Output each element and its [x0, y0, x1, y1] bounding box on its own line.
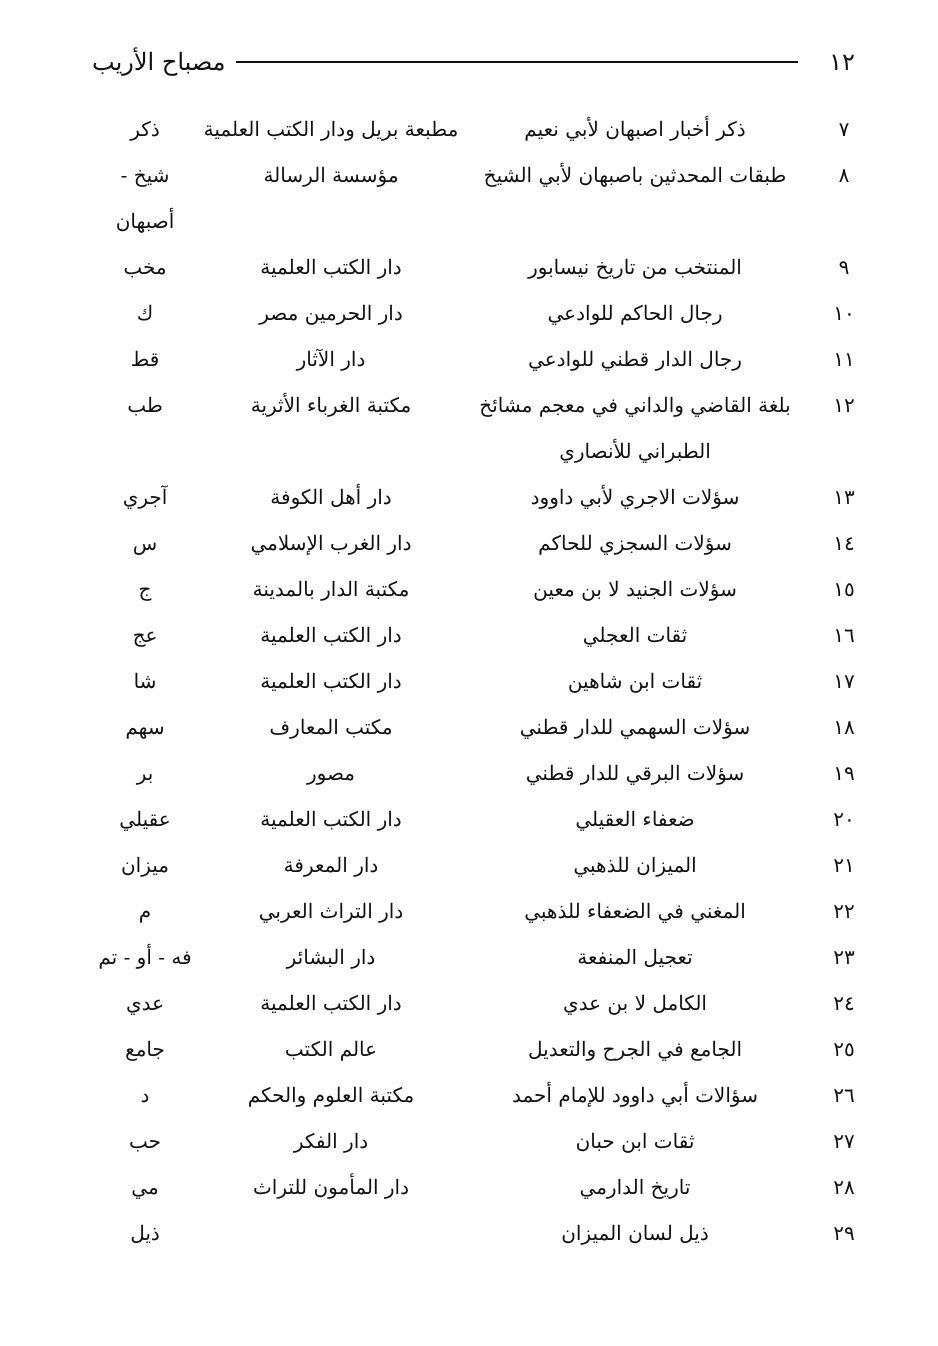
entry-code: حب	[128, 1129, 161, 1153]
table-row	[80, 612, 880, 658]
table-row	[80, 290, 880, 336]
entry-publisher: دار الآثار	[296, 347, 366, 371]
table-row	[80, 106, 880, 152]
entry-code: عج	[132, 623, 158, 647]
entry-publisher: دار البشائر	[286, 945, 376, 969]
table-row	[80, 1026, 880, 1072]
entry-number: ٢٤	[833, 991, 855, 1015]
entry-code: قط	[130, 347, 160, 371]
entry-number: ١٦	[833, 623, 855, 647]
entry-publisher: مكتبة الدار بالمدينة	[252, 577, 410, 601]
entry-code: ميزان	[120, 853, 170, 877]
entry-title: تاريخ الدارمي	[579, 1175, 691, 1199]
entry-code: شيخ - أصبهان	[115, 163, 175, 233]
entry-code: مخب	[123, 255, 167, 279]
entry-title: بلغة القاضي والداني في معجم مشائخ الطبراني للأنصاري	[479, 393, 791, 463]
entry-publisher: مصور	[306, 761, 356, 785]
entry-publisher: دار الكتب العلمية	[260, 991, 402, 1015]
table-row	[80, 1118, 880, 1164]
entry-publisher: دار الكتب العلمية	[260, 623, 402, 647]
entry-code: ذيل	[130, 1221, 160, 1245]
entry-title: المغني في الضعفاء للذهبي	[524, 899, 746, 923]
entry-code: طب	[127, 393, 163, 417]
entry-title: الكامل لا بن عدي	[562, 991, 707, 1015]
entry-title: رجال الدار قطني للوادعي	[528, 347, 742, 371]
table-row	[80, 796, 880, 842]
table-row	[80, 1164, 880, 1210]
entry-publisher: مكتب المعارف	[269, 715, 393, 739]
entry-title: ثقات ابن شاهين	[567, 669, 703, 693]
entry-title: رجال الحاكم للوادعي	[547, 301, 723, 325]
table-row	[80, 152, 880, 244]
entry-number: ٢٥	[833, 1037, 855, 1061]
entry-number: ٧	[838, 117, 850, 141]
entry-code: سهم	[125, 715, 165, 739]
reference-table	[80, 106, 880, 1256]
entry-number: ٩	[838, 255, 850, 279]
entry-publisher: دار المعرفة	[283, 853, 379, 877]
entry-title: طبقات المحدثين باصبهان لأبي الشيخ	[483, 163, 787, 187]
table-row	[80, 934, 880, 980]
entry-publisher: مكتبة الغرباء الأثرية	[250, 393, 412, 417]
table-row	[80, 658, 880, 704]
entry-publisher: دار الغرب الإسلامي	[250, 531, 412, 555]
entry-title: المنتخب من تاريخ نيسابور	[528, 255, 742, 279]
entry-publisher: مؤسسة الرسالة	[263, 163, 399, 187]
entry-number: ٢٠	[833, 807, 855, 831]
entry-publisher: دار الفكر	[293, 1129, 369, 1153]
entry-title: سؤلات الجنيد لا بن معين	[533, 577, 737, 601]
entry-code: آجري	[122, 485, 168, 509]
entry-title: ذكر أخبار اصبهان لأبي نعيم	[524, 117, 746, 141]
table-row	[80, 704, 880, 750]
entry-number: ٢٨	[833, 1175, 855, 1199]
entry-code: شا	[133, 669, 157, 693]
entry-number: ٢٢	[833, 899, 855, 923]
table-row	[80, 336, 880, 382]
entry-code: عقيلي	[119, 807, 171, 831]
entry-code: فه - أو - تم	[98, 945, 192, 969]
table-row	[80, 382, 880, 474]
table-row	[80, 1210, 880, 1256]
table-row	[80, 888, 880, 934]
entry-number: ١٨	[833, 715, 855, 739]
entry-number: ٢٩	[833, 1221, 855, 1245]
entry-publisher: دار الكتب العلمية	[260, 669, 402, 693]
table-row	[80, 520, 880, 566]
entry-title: الجامع في الجرح والتعديل	[527, 1037, 743, 1061]
entry-title: الميزان للذهبي	[573, 853, 697, 877]
entry-number: ٢٧	[833, 1129, 855, 1153]
entry-number: ١٠	[833, 301, 855, 325]
entry-publisher: دار الحرمين مصر	[259, 301, 403, 325]
entry-number: ١٩	[833, 761, 855, 785]
entry-code: ذكر	[130, 117, 160, 141]
entry-title: تعجيل المنفعة	[577, 945, 693, 969]
entry-title: سؤلات السجزي للحاكم	[538, 531, 732, 555]
entry-code: عدي	[125, 991, 165, 1015]
entry-publisher: دار الكتب العلمية	[260, 255, 402, 279]
book-title: مصباح الأريب	[92, 48, 226, 76]
entry-code: م	[138, 899, 152, 923]
entry-publisher: مطبعة بريل ودار الكتب العلمية	[203, 117, 459, 141]
entry-number: ٢٦	[833, 1083, 855, 1107]
table-row	[80, 244, 880, 290]
page-number: ١٢	[829, 48, 855, 76]
entry-number: ١١	[833, 347, 855, 371]
entry-number: ١٧	[833, 669, 855, 693]
entry-title: سؤالات أبي داوود للإمام أحمد	[512, 1083, 758, 1107]
entry-code: جامع	[125, 1037, 165, 1061]
entry-number: ١٣	[833, 485, 855, 509]
entry-code: مي	[131, 1175, 159, 1199]
entry-publisher: دار التراث العربي	[258, 899, 404, 923]
entry-publisher: دار أهل الكوفة	[270, 485, 392, 509]
entry-number: ١٥	[833, 577, 855, 601]
entry-title: ضعفاء العقيلي	[575, 807, 695, 831]
header-rule	[236, 61, 798, 63]
entry-code: د	[140, 1083, 150, 1107]
entry-title: سؤلات السهمي للدار قطني	[519, 715, 751, 739]
entry-title: سؤلات البرقي للدار قطني	[525, 761, 745, 785]
entry-number: ١٤	[833, 531, 855, 555]
table-row	[80, 842, 880, 888]
table-row	[80, 1072, 880, 1118]
entry-number: ٢١	[833, 853, 855, 877]
entry-publisher: دار المأمون للتراث	[252, 1175, 410, 1199]
entry-code: س	[132, 531, 158, 555]
table-row	[80, 750, 880, 796]
entry-title: سؤلات الاجري لأبي داوود	[530, 485, 740, 509]
entry-title: ثقات العجلي	[582, 623, 688, 647]
entry-publisher: دار الكتب العلمية	[260, 807, 402, 831]
table-row	[80, 566, 880, 612]
running-head	[92, 42, 872, 82]
entry-number: ٨	[838, 163, 850, 187]
entry-title: ذيل لسان الميزان	[561, 1221, 709, 1245]
entry-number: ١٢	[833, 393, 855, 417]
table-row	[80, 980, 880, 1026]
entry-code: ج	[138, 577, 152, 601]
entry-publisher: مكتبة العلوم والحكم	[247, 1083, 415, 1107]
entry-title: ثقات ابن حبان	[575, 1129, 695, 1153]
entry-publisher: عالم الكتب	[284, 1037, 378, 1061]
entry-code: ك	[136, 301, 154, 325]
entry-code: بر	[136, 761, 154, 785]
table-row	[80, 474, 880, 520]
entry-number: ٢٣	[833, 945, 855, 969]
